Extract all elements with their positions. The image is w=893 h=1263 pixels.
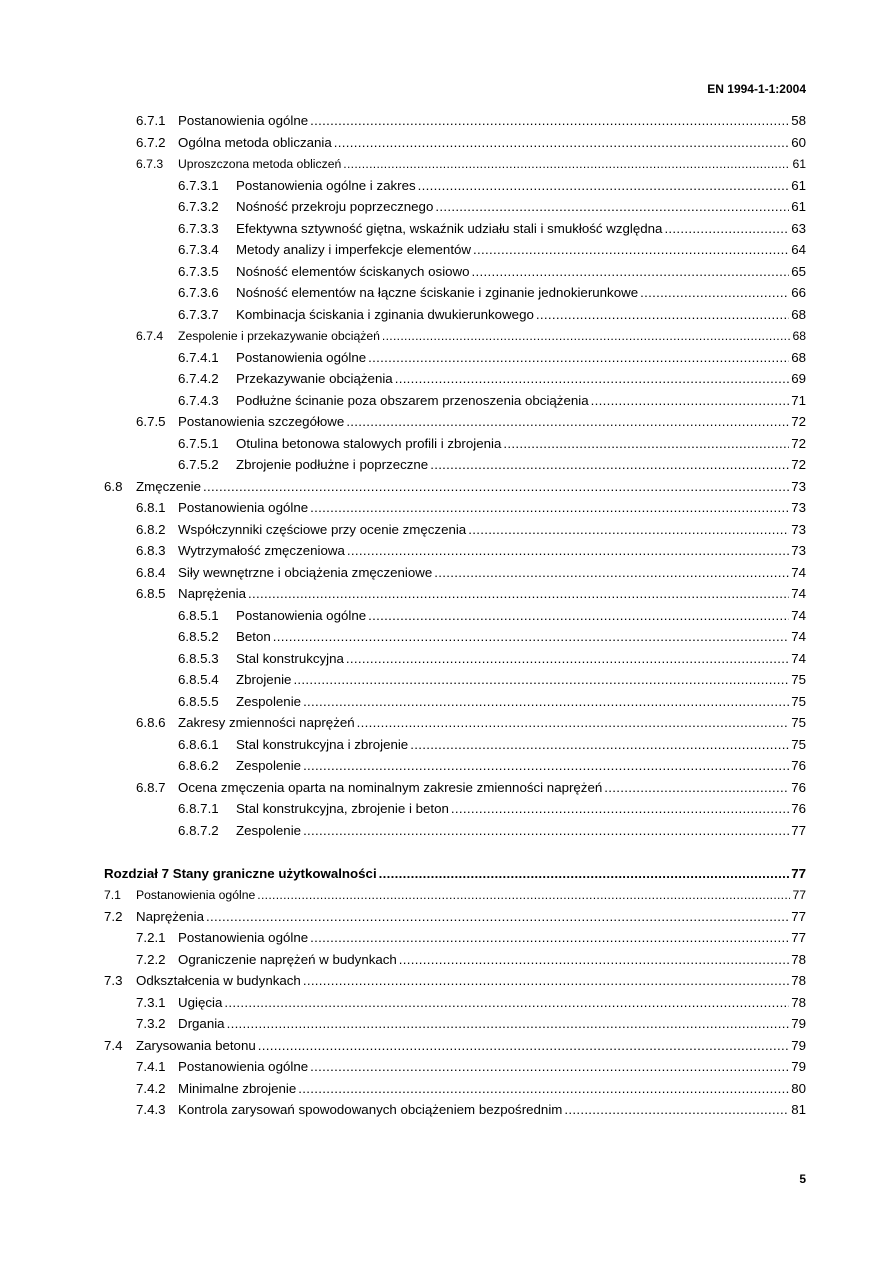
- toc-entry-number: 6.7.2: [136, 134, 166, 150]
- toc-entry[interactable]: [0, 885, 893, 907]
- toc-entry-page: 76: [790, 799, 806, 819]
- toc-dot-leader: [434, 563, 789, 583]
- toc-entry-label: Postanowienia ogólne: [178, 928, 309, 948]
- toc-dot-leader: [334, 133, 789, 153]
- toc-entry-title-line: [236, 692, 806, 712]
- toc-entry-title-line: [236, 756, 806, 776]
- toc-entry-number: 7.4: [104, 1037, 123, 1053]
- toc-entry-number: 7.3.2: [136, 1016, 166, 1031]
- toc-entry-number: 6.8.7: [136, 779, 166, 795]
- toc-entry[interactable]: [0, 240, 893, 262]
- toc-entry[interactable]: [0, 993, 893, 1015]
- toc-entry-number: 7.3.1: [136, 994, 166, 1010]
- toc-entry[interactable]: [0, 219, 893, 241]
- toc-entry-page: 61: [791, 154, 806, 174]
- toc-dot-leader: [430, 455, 789, 475]
- toc-entry-number: 7.2: [104, 908, 123, 924]
- toc-entry-number: 7.2.1: [136, 930, 166, 945]
- toc-entry-number: 6.8.5.4: [178, 672, 219, 687]
- toc-entry-title-line: [178, 993, 806, 1013]
- toc-entry[interactable]: [0, 1057, 893, 1079]
- toc-entry-page: 61: [790, 176, 806, 196]
- toc-entry-title-line: [178, 326, 806, 346]
- toc-dot-leader: [203, 477, 789, 497]
- toc-entry-page: 74: [790, 584, 806, 604]
- toc-entry-number: 6.8.3: [136, 543, 166, 558]
- toc-dot-leader: [273, 627, 789, 647]
- toc-entry[interactable]: [0, 670, 893, 692]
- toc-dot-leader: [227, 1014, 790, 1034]
- toc-entry-page: 73: [790, 520, 806, 540]
- toc-entry-title-line: [236, 240, 806, 260]
- toc-entry-number: 6.7.4.1: [178, 349, 219, 365]
- toc-entry-title-line: [236, 670, 806, 690]
- toc-entry-label: Stal konstrukcyjna, zbrojenie i beton: [236, 799, 450, 819]
- toc-entry-label: Rozdział 7 Stany graniczne użytkowalności: [104, 864, 378, 884]
- toc-dot-leader: [310, 111, 789, 131]
- toc-dot-leader: [346, 412, 789, 432]
- toc-entry-title-line: [178, 950, 806, 970]
- toc-entry-page: 76: [790, 756, 806, 776]
- toc-entry-title-line: [236, 369, 806, 389]
- toc-entry[interactable]: [0, 584, 893, 606]
- toc-entry-label: Naprężenia: [178, 584, 247, 604]
- toc-entry[interactable]: [0, 391, 893, 413]
- document-id-header: EN 1994-1-1:2004: [707, 82, 806, 96]
- toc-entry[interactable]: [0, 971, 893, 993]
- toc-entry-label: Zbrojenie: [236, 670, 292, 690]
- toc-entry-label: Metody analizy i imperfekcje elementów: [236, 240, 472, 260]
- toc-dot-leader: [640, 283, 789, 303]
- toc-entry-page: 75: [790, 735, 806, 755]
- toc-entry-page: 81: [790, 1100, 806, 1120]
- toc-entry[interactable]: [0, 477, 893, 499]
- toc-entry-number: 6.7.5.1: [178, 435, 219, 451]
- toc-entry-title-line: [178, 563, 806, 583]
- toc-entry-title-line: [236, 348, 806, 368]
- toc-entry-label: Postanowienia ogólne: [236, 348, 367, 368]
- toc-entry-number: 6.7.3.4: [178, 242, 219, 257]
- toc-entry-label: Zespolenie: [236, 756, 302, 776]
- toc-entry-page: 77: [791, 885, 806, 905]
- toc-entry-page: 58: [790, 111, 806, 131]
- toc-entry[interactable]: [0, 627, 893, 649]
- toc-entry-title-line: [178, 412, 806, 432]
- toc-entry-number: 6.8.5: [136, 586, 166, 601]
- toc-entry[interactable]: [0, 262, 893, 284]
- toc-entry-title-line: [178, 498, 806, 518]
- toc-entry[interactable]: [0, 434, 893, 456]
- toc-dot-leader: [347, 541, 789, 561]
- toc-entry-label: Współczynniki częściowe przy ocenie zmęczenia: [178, 520, 467, 540]
- toc-entry-page: 76: [790, 778, 806, 798]
- toc-entry-title-line: [178, 1100, 806, 1120]
- toc-entry-number: 6.7.3.6: [178, 285, 219, 300]
- toc-entry-label: Zbrojenie podłużne i poprzeczne: [236, 455, 429, 475]
- toc-dot-leader: [357, 713, 790, 733]
- toc-entry-title-line: [236, 391, 806, 411]
- toc-entry-page: 79: [790, 1014, 806, 1034]
- toc-entry-page: 78: [790, 993, 806, 1013]
- toc-entry[interactable]: [0, 326, 893, 348]
- toc-dot-leader: [303, 971, 789, 991]
- toc-entry-number: 7.2.2: [136, 951, 166, 967]
- toc-entry-page: 79: [790, 1057, 806, 1077]
- toc-entry-page: 74: [790, 563, 806, 583]
- toc-dot-leader: [418, 176, 790, 196]
- toc-entry[interactable]: [0, 111, 893, 133]
- toc-dot-leader: [310, 1057, 789, 1077]
- table-of-contents: [0, 111, 893, 1122]
- toc-entry[interactable]: [0, 1079, 893, 1101]
- toc-dot-leader: [298, 1079, 789, 1099]
- toc-dot-leader: [399, 950, 789, 970]
- toc-entry-page: 75: [790, 692, 806, 712]
- toc-entry-label: Efektywna sztywność giętna, wskaźnik udziału stali i smukłość względna: [236, 219, 663, 239]
- toc-entry-title-line: [236, 799, 806, 819]
- toc-dot-leader: [224, 993, 789, 1013]
- toc-entry-number: 6.7.1: [136, 113, 166, 128]
- toc-entry-number: 6.8.6.2: [178, 758, 219, 773]
- toc-entry-title-line: [178, 584, 806, 604]
- toc-entry-label: Przekazywanie obciążenia: [236, 369, 394, 389]
- toc-entry-page: 71: [790, 391, 806, 411]
- toc-entry-page: 77: [790, 821, 806, 841]
- toc-entry-title-line: [178, 1014, 806, 1034]
- toc-dot-leader: [591, 391, 790, 411]
- toc-dot-leader: [206, 907, 789, 927]
- toc-entry-title-line: [178, 713, 806, 733]
- toc-entry-title-line: [178, 154, 806, 174]
- toc-entry-page: 80: [790, 1079, 806, 1099]
- toc-entry-label: Postanowienia ogólne: [178, 111, 309, 131]
- toc-entry-title-line: [236, 606, 806, 626]
- toc-dot-leader: [564, 1100, 789, 1120]
- toc-dot-leader: [664, 219, 789, 239]
- toc-dot-leader: [435, 197, 789, 217]
- toc-entry-page: 75: [790, 713, 806, 733]
- toc-entry-page: 61: [790, 197, 806, 217]
- toc-entry-page: 65: [790, 262, 806, 282]
- toc-entry[interactable]: [0, 412, 893, 434]
- toc-dot-leader: [303, 692, 789, 712]
- toc-entry-title-line: [136, 971, 806, 991]
- toc-entry-number: 6.7.5.2: [178, 457, 219, 472]
- toc-spacer: [0, 842, 893, 864]
- toc-entry[interactable]: [0, 563, 893, 585]
- toc-entry-page: 79: [790, 1036, 806, 1056]
- toc-entry-number: 6.7.3.2: [178, 199, 219, 214]
- toc-entry-page: 73: [790, 541, 806, 561]
- toc-entry-title-line: [236, 627, 806, 647]
- toc-dot-leader: [536, 305, 789, 325]
- toc-entry-title-line: [236, 262, 806, 282]
- toc-chapter-entry[interactable]: [0, 864, 893, 886]
- toc-entry[interactable]: [0, 369, 893, 391]
- toc-entry-title-line: [236, 283, 806, 303]
- toc-entry-number: 6.8.7.1: [178, 801, 219, 816]
- toc-entry-page: 77: [790, 864, 806, 884]
- toc-entry-number: 6.7.5: [136, 414, 166, 429]
- toc-dot-leader: [303, 756, 789, 776]
- toc-dot-leader: [310, 498, 789, 518]
- toc-entry[interactable]: [0, 692, 893, 714]
- toc-entry-label: Drgania: [178, 1014, 226, 1034]
- toc-dot-leader: [248, 584, 789, 604]
- toc-entry-number: 7.3: [104, 973, 123, 988]
- toc-entry[interactable]: [0, 1014, 893, 1036]
- toc-entry-title-line: [178, 1079, 806, 1099]
- toc-entry-label: Beton: [236, 627, 272, 647]
- toc-entry-page: 72: [790, 412, 806, 432]
- toc-entry-title-line: [178, 778, 806, 798]
- toc-dot-leader: [368, 348, 789, 368]
- toc-entry-label: Postanowienia szczegółowe: [178, 412, 345, 432]
- toc-entry-number: 6.8.5.3: [178, 650, 219, 666]
- toc-entry-label: Uproszczona metoda obliczeń: [178, 154, 342, 174]
- toc-entry-page: 64: [790, 240, 806, 260]
- toc-entry-number: 6.8.5.5: [178, 693, 219, 709]
- toc-entry-label: Nośność elementów na łączne ściskanie i zginanie jednokierunkowe: [236, 283, 639, 303]
- toc-entry[interactable]: [0, 197, 893, 219]
- toc-entry-label: Zarysowania betonu: [136, 1036, 257, 1056]
- toc-dot-leader: [303, 821, 789, 841]
- toc-entry-number: 6.8.2: [136, 521, 166, 537]
- toc-entry-number: 6.8: [104, 478, 123, 494]
- toc-entry[interactable]: [0, 1036, 893, 1058]
- toc-entry[interactable]: [0, 713, 893, 735]
- toc-entry-label: Stal konstrukcyjna: [236, 649, 345, 669]
- toc-entry-number: 6.7.3.7: [178, 306, 219, 322]
- toc-entry[interactable]: [0, 541, 893, 563]
- toc-dot-leader: [343, 154, 790, 174]
- toc-entry-number: 7.1: [104, 888, 121, 902]
- toc-dot-leader: [451, 799, 789, 819]
- toc-entry-page: 72: [790, 455, 806, 475]
- toc-entry-number: 7.4.2: [136, 1080, 166, 1096]
- toc-entry-title-line: [178, 928, 806, 948]
- toc-entry-number: 6.7.4.3: [178, 392, 219, 408]
- toc-entry[interactable]: [0, 778, 893, 800]
- toc-entry-number: 6.7.3: [136, 157, 164, 171]
- toc-entry-page: 75: [790, 670, 806, 690]
- toc-dot-leader: [346, 649, 789, 669]
- toc-entry-page: 74: [790, 606, 806, 626]
- toc-dot-leader: [395, 369, 790, 389]
- toc-entry-title-line: [236, 197, 806, 217]
- toc-entry-number: 6.7.4: [136, 329, 164, 343]
- toc-entry-page: 74: [790, 627, 806, 647]
- toc-entry-label: Ogólna metoda obliczania: [178, 133, 333, 153]
- toc-entry[interactable]: [0, 907, 893, 929]
- toc-entry[interactable]: [0, 950, 893, 972]
- toc-entry[interactable]: [0, 649, 893, 671]
- toc-entry-title-line: [136, 907, 806, 927]
- toc-entry-number: 6.7.3.3: [178, 220, 219, 236]
- toc-dot-leader: [410, 735, 789, 755]
- toc-entry-label: Minimalne zbrojenie: [178, 1079, 297, 1099]
- toc-entry-label: Ograniczenie naprężeń w budynkach: [178, 950, 398, 970]
- toc-entry-page: 69: [790, 369, 806, 389]
- toc-entry-title-line: [178, 541, 806, 561]
- toc-dot-leader: [310, 928, 789, 948]
- toc-entry-title-line: [236, 434, 806, 454]
- toc-entry-label: Ocena zmęczenia oparta na nominalnym zakresie zmienności naprężeń: [178, 778, 603, 798]
- toc-entry-label: Podłużne ścinanie poza obszarem przenoszenia obciążenia: [236, 391, 590, 411]
- toc-entry-page: 66: [790, 283, 806, 303]
- toc-entry-page: 77: [790, 928, 806, 948]
- toc-dot-leader: [368, 606, 789, 626]
- toc-entry-page: 74: [790, 649, 806, 669]
- toc-entry-label: Nośność elementów ściskanych osiowo: [236, 262, 471, 282]
- toc-dot-leader: [503, 434, 789, 454]
- toc-entry-label: Zespolenie: [236, 692, 302, 712]
- toc-entry-label: Zmęczenie: [136, 477, 202, 497]
- toc-dot-leader: [604, 778, 789, 798]
- toc-dot-leader: [293, 670, 789, 690]
- toc-entry[interactable]: [0, 799, 893, 821]
- toc-dot-leader: [382, 326, 791, 346]
- toc-entry-page: 63: [790, 219, 806, 239]
- toc-entry-label: Otulina betonowa stalowych profili i zbrojenia: [236, 434, 502, 454]
- toc-entry-title-line: [136, 1036, 806, 1056]
- toc-entry[interactable]: [0, 928, 893, 950]
- toc-entry-label: Nośność przekroju poprzecznego: [236, 197, 434, 217]
- toc-entry-title-line: [236, 219, 806, 239]
- toc-entry-number: 6.8.5.1: [178, 607, 219, 623]
- toc-entry-page: 68: [791, 326, 806, 346]
- toc-entry-label: Kontrola zarysowań spowodowanych obciążeniem bezpośrednim: [178, 1100, 563, 1120]
- toc-entry-label: Postanowienia ogólne: [236, 606, 367, 626]
- toc-entry-title-line: [236, 821, 806, 841]
- toc-entry-page: 77: [790, 907, 806, 927]
- toc-entry-label: Odkształcenia w budynkach: [136, 971, 302, 991]
- toc-entry-label: Ugięcia: [178, 993, 223, 1013]
- toc-entry-label: Postanowienia ogólne i zakres: [236, 176, 417, 196]
- toc-entry-title-line: [236, 735, 806, 755]
- toc-entry[interactable]: [0, 1100, 893, 1122]
- toc-entry-number: 6.7.3.5: [178, 263, 219, 279]
- toc-entry-number: 6.7.4.2: [178, 371, 219, 386]
- toc-entry-number: 6.7.3.1: [178, 177, 219, 193]
- toc-entry[interactable]: [0, 305, 893, 327]
- toc-entry-page: 72: [790, 434, 806, 454]
- toc-entry[interactable]: [0, 455, 893, 477]
- toc-entry-number: 6.8.7.2: [178, 822, 219, 838]
- toc-entry-page: 78: [790, 950, 806, 970]
- toc-entry-label: Postanowienia ogólne: [178, 498, 309, 518]
- toc-entry-number: 6.8.6.1: [178, 736, 219, 752]
- toc-entry-title-line: [178, 1057, 806, 1077]
- toc-entry-number: 6.8.6: [136, 715, 166, 730]
- toc-dot-leader: [468, 520, 789, 540]
- toc-entry-page: 68: [790, 348, 806, 368]
- toc-entry-number: 6.8.1: [136, 500, 166, 515]
- toc-dot-leader: [258, 1036, 789, 1056]
- toc-entry-page: 78: [790, 971, 806, 991]
- toc-entry-label: Zespolenie: [236, 821, 302, 841]
- toc-entry-title-line: [178, 520, 806, 540]
- toc-entry-label: Zakresy zmienności naprężeń: [178, 713, 356, 733]
- toc-entry-title-line: [236, 649, 806, 669]
- toc-entry[interactable]: [0, 133, 893, 155]
- toc-entry[interactable]: [0, 756, 893, 778]
- toc-entry-label: Siły wewnętrzne i obciążenia zmęczeniowe: [178, 563, 433, 583]
- toc-entry[interactable]: [0, 606, 893, 628]
- toc-entry-title-line: [136, 477, 806, 497]
- toc-entry-label: Naprężenia: [136, 907, 205, 927]
- toc-entry-label: Stal konstrukcyjna i zbrojenie: [236, 735, 409, 755]
- toc-entry-label: Postanowienia ogólne: [136, 885, 256, 905]
- toc-entry-title-line: [104, 864, 806, 884]
- toc-entry-title-line: [236, 176, 806, 196]
- toc-entry-title-line: [178, 111, 806, 131]
- toc-entry-label: Wytrzymałość zmęczeniowa: [178, 541, 346, 561]
- toc-entry-label: Postanowienia ogólne: [178, 1057, 309, 1077]
- toc-entry[interactable]: [0, 154, 893, 176]
- toc-entry-label: Zespolenie i przekazywanie obciążeń: [178, 326, 381, 346]
- toc-entry[interactable]: [0, 735, 893, 757]
- toc-entry-label: Kombinacja ściskania i zginania dwukierunkowego: [236, 305, 535, 325]
- toc-entry-number: 6.8.5.2: [178, 629, 219, 644]
- toc-entry[interactable]: [0, 283, 893, 305]
- toc-dot-leader: [379, 864, 790, 884]
- toc-entry-number: 7.4.1: [136, 1059, 166, 1074]
- toc-dot-leader: [472, 262, 790, 282]
- toc-entry[interactable]: [0, 348, 893, 370]
- toc-entry-page: 73: [790, 498, 806, 518]
- toc-entry-page: 68: [790, 305, 806, 325]
- toc-dot-leader: [473, 240, 789, 260]
- toc-entry[interactable]: [0, 176, 893, 198]
- toc-entry-number: 7.4.3: [136, 1102, 166, 1117]
- toc-entry-page: 60: [790, 133, 806, 153]
- toc-entry[interactable]: [0, 821, 893, 843]
- page-number: 5: [799, 1172, 806, 1186]
- toc-entry-title-line: [178, 133, 806, 153]
- toc-entry[interactable]: [0, 498, 893, 520]
- toc-entry-title-line: [236, 305, 806, 325]
- toc-entry[interactable]: [0, 520, 893, 542]
- toc-entry-page: 73: [790, 477, 806, 497]
- toc-entry-title-line: [136, 885, 806, 905]
- toc-entry-title-line: [236, 455, 806, 475]
- toc-dot-leader: [257, 885, 790, 905]
- toc-entry-number: 6.8.4: [136, 564, 166, 580]
